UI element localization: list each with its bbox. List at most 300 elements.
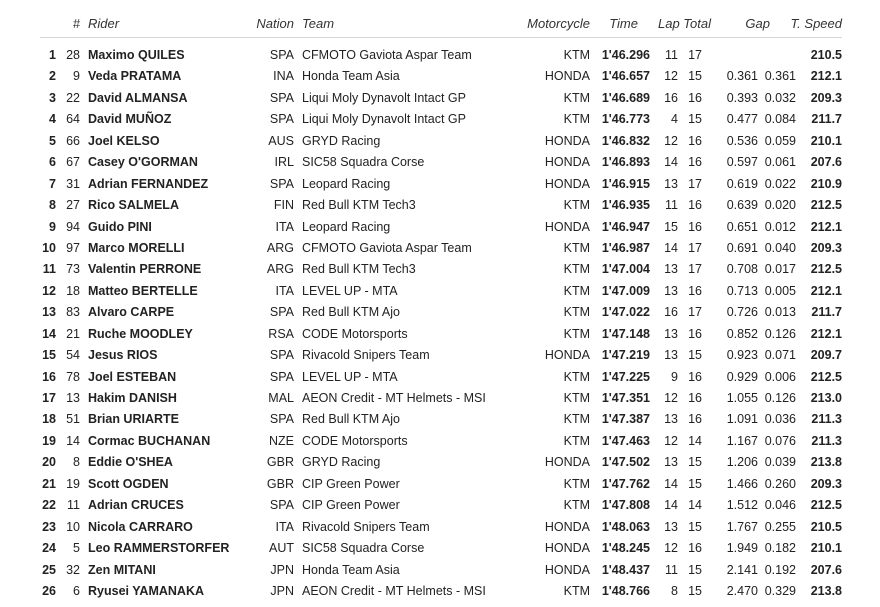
team-name: Liqui Moly Dynavolt Intact GP [302, 90, 466, 105]
nation: ARG [266, 240, 294, 255]
top-speed: 213.0 [810, 391, 842, 405]
total-laps: 16 [688, 541, 702, 556]
best-lap: 11 [665, 198, 678, 213]
best-lap: 16 [664, 90, 678, 105]
lap-time: 1'48.766 [601, 583, 650, 598]
position: 8 [49, 198, 56, 213]
nation: SPA [269, 305, 294, 320]
top-speed: 212.5 [810, 498, 842, 513]
top-speed: 212.5 [810, 262, 842, 277]
position: 2 [49, 69, 56, 84]
rider-number: 22 [66, 90, 80, 105]
gap-to-first: 0.852 [726, 326, 758, 341]
position: 7 [49, 176, 56, 191]
table-row [0, 560, 880, 581]
motorcycle: KTM [563, 48, 590, 62]
rider-number: 83 [66, 305, 80, 320]
rider-name: Eddie O'SHEA [88, 455, 173, 470]
position: 24 [42, 541, 56, 556]
top-speed: 209.3 [810, 476, 842, 491]
nation: NZE [269, 433, 294, 448]
gap-to-first: 1.466 [726, 476, 758, 491]
lap-time: 1'47.022 [601, 305, 650, 320]
motorcycle: KTM [563, 112, 590, 127]
rider-name: Maximo QUILES [88, 48, 185, 62]
top-speed: 210.5 [810, 519, 842, 534]
table-row [0, 409, 880, 430]
motorcycle: HONDA [544, 219, 590, 234]
motorcycle: HONDA [544, 176, 590, 191]
gap-to-first: 2.141 [726, 562, 758, 577]
table-row [0, 367, 880, 388]
gap-to-first: 1.512 [726, 498, 758, 513]
top-speed: 212.1 [810, 283, 842, 298]
motorcycle: KTM [563, 369, 590, 384]
rider-number: 8 [73, 455, 80, 470]
gap-to-first: 0.923 [726, 348, 758, 363]
gap-to-first: 0.639 [726, 198, 758, 213]
gap-to-previous: 0.022 [764, 176, 796, 191]
rider-number: 6 [73, 583, 80, 598]
rider-number: 73 [66, 262, 80, 277]
header-nation: Nation [256, 16, 294, 31]
rider-number: 5 [73, 541, 80, 556]
best-lap: 13 [664, 262, 678, 277]
top-speed: 207.6 [810, 562, 842, 577]
top-speed: 207.6 [810, 155, 842, 170]
total-laps: 16 [688, 219, 702, 234]
rider-name: Valentin PERRONE [88, 262, 202, 277]
motorcycle: HONDA [544, 69, 590, 84]
top-speed: 210.5 [810, 48, 842, 62]
rider-name: Brian URIARTE [88, 412, 179, 427]
top-speed: 211.3 [811, 412, 842, 427]
top-speed: 210.1 [810, 133, 842, 148]
gap-to-first: 0.477 [726, 112, 758, 127]
rider-number: 64 [66, 112, 80, 127]
rider-number: 9 [73, 69, 80, 84]
position: 19 [42, 433, 56, 448]
motorcycle: KTM [563, 498, 590, 513]
gap-to-previous: 0.260 [764, 476, 796, 491]
rider-number: 51 [66, 412, 80, 427]
motorcycle: HONDA [544, 133, 590, 148]
top-speed: 210.1 [810, 541, 842, 556]
rider-name: Joel KELSO [88, 133, 160, 148]
position: 26 [42, 583, 56, 598]
position: 12 [42, 283, 56, 298]
header-motorcycle: Motorcycle [527, 16, 590, 31]
lap-time: 1'46.657 [601, 69, 650, 84]
team-name: CIP Green Power [302, 476, 400, 491]
rider-name: Ruche MOODLEY [88, 326, 193, 341]
best-lap: 15 [664, 219, 678, 234]
rider-number: 14 [66, 433, 80, 448]
gap-to-previous: 0.017 [764, 262, 796, 277]
gap-to-previous: 0.061 [764, 155, 796, 170]
rider-number: 27 [66, 198, 80, 213]
motorcycle: HONDA [544, 541, 590, 556]
position: 17 [42, 391, 56, 405]
total-laps: 14 [688, 433, 702, 448]
nation: IRL [274, 155, 294, 170]
gap-to-previous: 0.084 [764, 112, 796, 127]
nation: SPA [269, 90, 294, 105]
motorcycle: KTM [563, 583, 590, 598]
header-rider: Rider [88, 16, 120, 31]
position: 5 [49, 133, 56, 148]
table-row [0, 131, 880, 152]
best-lap: 12 [664, 133, 678, 148]
team-name: CODE Motorsports [302, 433, 408, 448]
lap-time: 1'47.148 [601, 326, 650, 341]
lap-time: 1'47.762 [601, 476, 650, 491]
team-name: LEVEL UP - MTA [302, 283, 398, 298]
gap-to-first: 1.767 [726, 519, 758, 534]
rider-name: Hakim DANISH [88, 391, 177, 405]
motorcycle: KTM [563, 476, 590, 491]
rider-number: 78 [66, 369, 80, 384]
position: 6 [49, 155, 56, 170]
rider-name: Nicola CARRARO [88, 519, 193, 534]
best-lap: 13 [664, 412, 678, 427]
header-number: # [72, 16, 80, 31]
gap-to-first: 1.206 [726, 455, 758, 470]
rider-number: 67 [66, 155, 80, 170]
best-lap: 14 [664, 498, 678, 513]
nation: SPA [269, 498, 294, 513]
team-name: Honda Team Asia [302, 562, 400, 577]
rider-name: Matteo BERTELLE [88, 283, 198, 298]
best-lap: 16 [664, 305, 678, 320]
rider-name: Adrian FERNANDEZ [88, 176, 209, 191]
gap-to-first: 0.536 [726, 133, 758, 148]
total-laps: 15 [688, 519, 702, 534]
position: 22 [42, 498, 56, 513]
lap-time: 1'46.832 [601, 133, 650, 148]
team-name: Leopard Racing [302, 176, 391, 191]
rider-name: Alvaro CARPE [88, 305, 175, 320]
gap-to-first: 0.393 [726, 90, 758, 105]
rider-name: David MUÑOZ [88, 112, 172, 127]
top-speed: 211.7 [811, 112, 842, 127]
top-speed: 209.3 [810, 240, 842, 255]
top-speed: 212.1 [810, 219, 842, 234]
best-lap: 14 [664, 476, 678, 491]
team-name: CIP Green Power [302, 498, 400, 513]
nation: ITA [275, 283, 294, 298]
best-lap: 13 [664, 283, 678, 298]
gap-to-previous: 0.046 [764, 498, 796, 513]
total-laps: 15 [688, 69, 702, 84]
lap-time: 1'47.225 [601, 369, 650, 384]
lap-time: 1'46.296 [601, 48, 650, 62]
lap-time: 1'46.987 [601, 240, 650, 255]
rider-number: 21 [66, 326, 80, 341]
best-lap: 11 [665, 48, 678, 62]
lap-time: 1'48.063 [601, 519, 650, 534]
motorcycle: KTM [563, 198, 590, 213]
team-name: CFMOTO Gaviota Aspar Team [302, 48, 472, 62]
rider-number: 54 [66, 348, 80, 363]
rider-number: 32 [66, 562, 80, 577]
gap-to-previous: 0.039 [764, 455, 796, 470]
table-row [0, 388, 880, 409]
lap-time: 1'46.773 [601, 112, 650, 127]
top-speed: 212.5 [810, 369, 842, 384]
team-name: GRYD Racing [302, 455, 381, 470]
total-laps: 17 [688, 176, 702, 191]
nation: SPA [269, 176, 294, 191]
motorcycle: HONDA [544, 562, 590, 577]
header-time: Time [609, 16, 638, 31]
best-lap: 13 [664, 348, 678, 363]
table-row [0, 217, 880, 238]
team-name: Liqui Moly Dynavolt Intact GP [302, 112, 466, 127]
total-laps: 15 [688, 112, 702, 127]
rider-number: 18 [66, 283, 80, 298]
team-name: SIC58 Squadra Corse [302, 155, 425, 170]
lap-time: 1'47.219 [601, 348, 650, 363]
top-speed: 209.7 [810, 348, 842, 363]
top-speed: 209.3 [810, 90, 842, 105]
nation: RSA [268, 326, 294, 341]
best-lap: 11 [665, 562, 678, 577]
top-speed: 211.3 [811, 433, 842, 448]
team-name: SIC58 Squadra Corse [302, 541, 425, 556]
table-row [0, 474, 880, 495]
gap-to-previous: 0.036 [764, 412, 796, 427]
rider-number: 66 [66, 133, 80, 148]
rider-name: Adrian CRUCES [88, 498, 184, 513]
motorcycle: KTM [563, 262, 590, 277]
gap-to-first: 1.091 [726, 412, 758, 427]
position: 23 [42, 519, 56, 534]
table-row [0, 517, 880, 538]
rider-name: Casey O'GORMAN [88, 155, 198, 170]
rider-name: Rico SALMELA [88, 198, 179, 213]
team-name: AEON Credit - MT Helmets - MSI [302, 583, 486, 598]
lap-time: 1'47.387 [601, 412, 650, 427]
table-row [0, 281, 880, 302]
gap-to-first: 0.597 [726, 155, 758, 170]
team-name: AEON Credit - MT Helmets - MSI [302, 391, 486, 405]
table-row [0, 452, 880, 473]
team-name: Red Bull KTM Ajo [302, 305, 400, 320]
position: 4 [49, 112, 56, 127]
lap-time: 1'47.009 [601, 283, 650, 298]
table-header [0, 16, 880, 34]
best-lap: 8 [671, 583, 678, 598]
team-name: LEVEL UP - MTA [302, 369, 398, 384]
team-name: CFMOTO Gaviota Aspar Team [302, 240, 472, 255]
team-name: GRYD Racing [302, 133, 381, 148]
table-row [0, 152, 880, 173]
lap-time: 1'47.502 [601, 455, 650, 470]
header-divider [40, 37, 842, 38]
gap-to-first: 0.929 [726, 369, 758, 384]
motorcycle: KTM [563, 90, 590, 105]
gap-to-first: 0.651 [726, 219, 758, 234]
gap-to-previous: 0.040 [764, 240, 796, 255]
position: 1 [49, 48, 56, 62]
total-laps: 17 [688, 240, 702, 255]
nation: SPA [269, 112, 294, 127]
best-lap: 4 [671, 112, 678, 127]
total-laps: 16 [688, 198, 702, 213]
nation: INA [273, 69, 294, 84]
gap-to-first: 2.470 [726, 583, 758, 598]
gap-to-previous: 0.013 [764, 305, 796, 320]
top-speed: 212.5 [810, 198, 842, 213]
top-speed: 210.9 [810, 176, 842, 191]
table-row [0, 45, 880, 66]
nation: SPA [269, 412, 294, 427]
team-name: Leopard Racing [302, 219, 391, 234]
motorcycle: HONDA [544, 455, 590, 470]
rider-name: Jesus RIOS [88, 348, 158, 363]
motorcycle: KTM [563, 283, 590, 298]
position: 11 [42, 262, 56, 277]
rider-name: Marco MORELLI [88, 240, 185, 255]
lap-time: 1'47.351 [601, 391, 650, 405]
nation: MAL [268, 391, 294, 405]
best-lap: 9 [671, 369, 678, 384]
table-row [0, 324, 880, 345]
table-row [0, 109, 880, 130]
team-name: Honda Team Asia [302, 69, 400, 84]
position: 16 [42, 369, 56, 384]
motorcycle: KTM [563, 326, 590, 341]
motorcycle: KTM [563, 412, 590, 427]
table-row [0, 538, 880, 559]
table-row [0, 495, 880, 516]
rider-number: 28 [66, 48, 80, 62]
gap-to-previous: 0.032 [764, 90, 796, 105]
lap-time: 1'46.915 [601, 176, 650, 191]
rider-name: Veda PRATAMA [88, 69, 182, 84]
gap-to-previous: 0.255 [764, 519, 796, 534]
motorcycle: HONDA [544, 348, 590, 363]
gap-to-first: 0.691 [726, 240, 758, 255]
total-laps: 16 [688, 90, 702, 105]
gap-to-first: 1.167 [726, 433, 758, 448]
table-row [0, 195, 880, 216]
table-row [0, 431, 880, 452]
table-row [0, 174, 880, 195]
table-row [0, 345, 880, 366]
nation: AUS [268, 133, 294, 148]
motorcycle: KTM [563, 240, 590, 255]
gap-to-previous: 0.012 [764, 219, 796, 234]
motorcycle: HONDA [544, 519, 590, 534]
nation: SPA [269, 348, 294, 363]
position: 9 [49, 219, 56, 234]
gap-to-previous: 0.005 [764, 283, 796, 298]
rider-number: 31 [66, 176, 80, 191]
position: 25 [42, 562, 56, 577]
rider-number: 13 [66, 391, 80, 405]
nation: JPN [270, 583, 294, 598]
team-name: Rivacold Snipers Team [302, 348, 430, 363]
table-row [0, 88, 880, 109]
best-lap: 12 [664, 69, 678, 84]
rider-name: Joel ESTEBAN [88, 369, 177, 384]
best-lap: 12 [664, 433, 678, 448]
gap-to-previous: 0.126 [764, 391, 796, 405]
lap-time: 1'46.935 [601, 198, 650, 213]
team-name: Rivacold Snipers Team [302, 519, 430, 534]
lap-time: 1'46.947 [601, 219, 650, 234]
total-laps: 16 [688, 326, 702, 341]
table-row [0, 302, 880, 323]
total-laps: 15 [688, 562, 702, 577]
motorcycle: KTM [563, 391, 590, 405]
total-laps: 15 [688, 476, 702, 491]
rider-name: Leo RAMMERSTORFER [88, 541, 230, 556]
team-name: Red Bull KTM Ajo [302, 412, 400, 427]
header-speed: T. Speed [790, 16, 842, 31]
table-row [0, 66, 880, 87]
rider-name: Zen MITANI [88, 562, 156, 577]
nation: ITA [275, 519, 294, 534]
position: 14 [42, 326, 56, 341]
motorcycle: KTM [563, 305, 590, 320]
total-laps: 17 [688, 48, 702, 62]
lap-time: 1'48.245 [601, 541, 650, 556]
nation: AUT [269, 541, 294, 556]
rider-name: Cormac BUCHANAN [88, 433, 211, 448]
position: 3 [49, 90, 56, 105]
nation: SPA [269, 369, 294, 384]
lap-time: 1'47.463 [601, 433, 650, 448]
total-laps: 16 [688, 369, 702, 384]
total-laps: 15 [688, 455, 702, 470]
table-row [0, 259, 880, 280]
total-laps: 16 [688, 155, 702, 170]
position: 13 [42, 305, 56, 320]
lap-time: 1'46.689 [601, 90, 650, 105]
gap-to-first: 0.361 [726, 69, 758, 84]
rider-number: 10 [66, 519, 80, 534]
nation: ITA [275, 219, 294, 234]
team-name: Red Bull KTM Tech3 [302, 198, 416, 213]
total-laps: 16 [688, 412, 702, 427]
best-lap: 12 [664, 541, 678, 556]
nation: FIN [273, 198, 294, 213]
total-laps: 16 [688, 133, 702, 148]
total-laps: 16 [688, 391, 702, 405]
gap-to-previous: 0.006 [764, 369, 796, 384]
gap-to-previous: 0.361 [764, 69, 796, 84]
position: 21 [42, 476, 56, 491]
total-laps: 17 [688, 305, 702, 320]
gap-to-previous: 0.329 [764, 583, 796, 598]
position: 10 [42, 240, 56, 255]
best-lap: 13 [664, 519, 678, 534]
motorcycle: HONDA [544, 155, 590, 170]
gap-to-first: 0.726 [726, 305, 758, 320]
rider-number: 11 [67, 498, 80, 513]
gap-to-previous: 0.071 [764, 348, 796, 363]
position: 20 [42, 455, 56, 470]
nation: ARG [266, 262, 294, 277]
position: 18 [42, 412, 56, 427]
rider-number: 97 [66, 240, 80, 255]
total-laps: 15 [688, 583, 702, 598]
gap-to-first: 0.708 [726, 262, 758, 277]
top-speed: 213.8 [810, 583, 842, 598]
